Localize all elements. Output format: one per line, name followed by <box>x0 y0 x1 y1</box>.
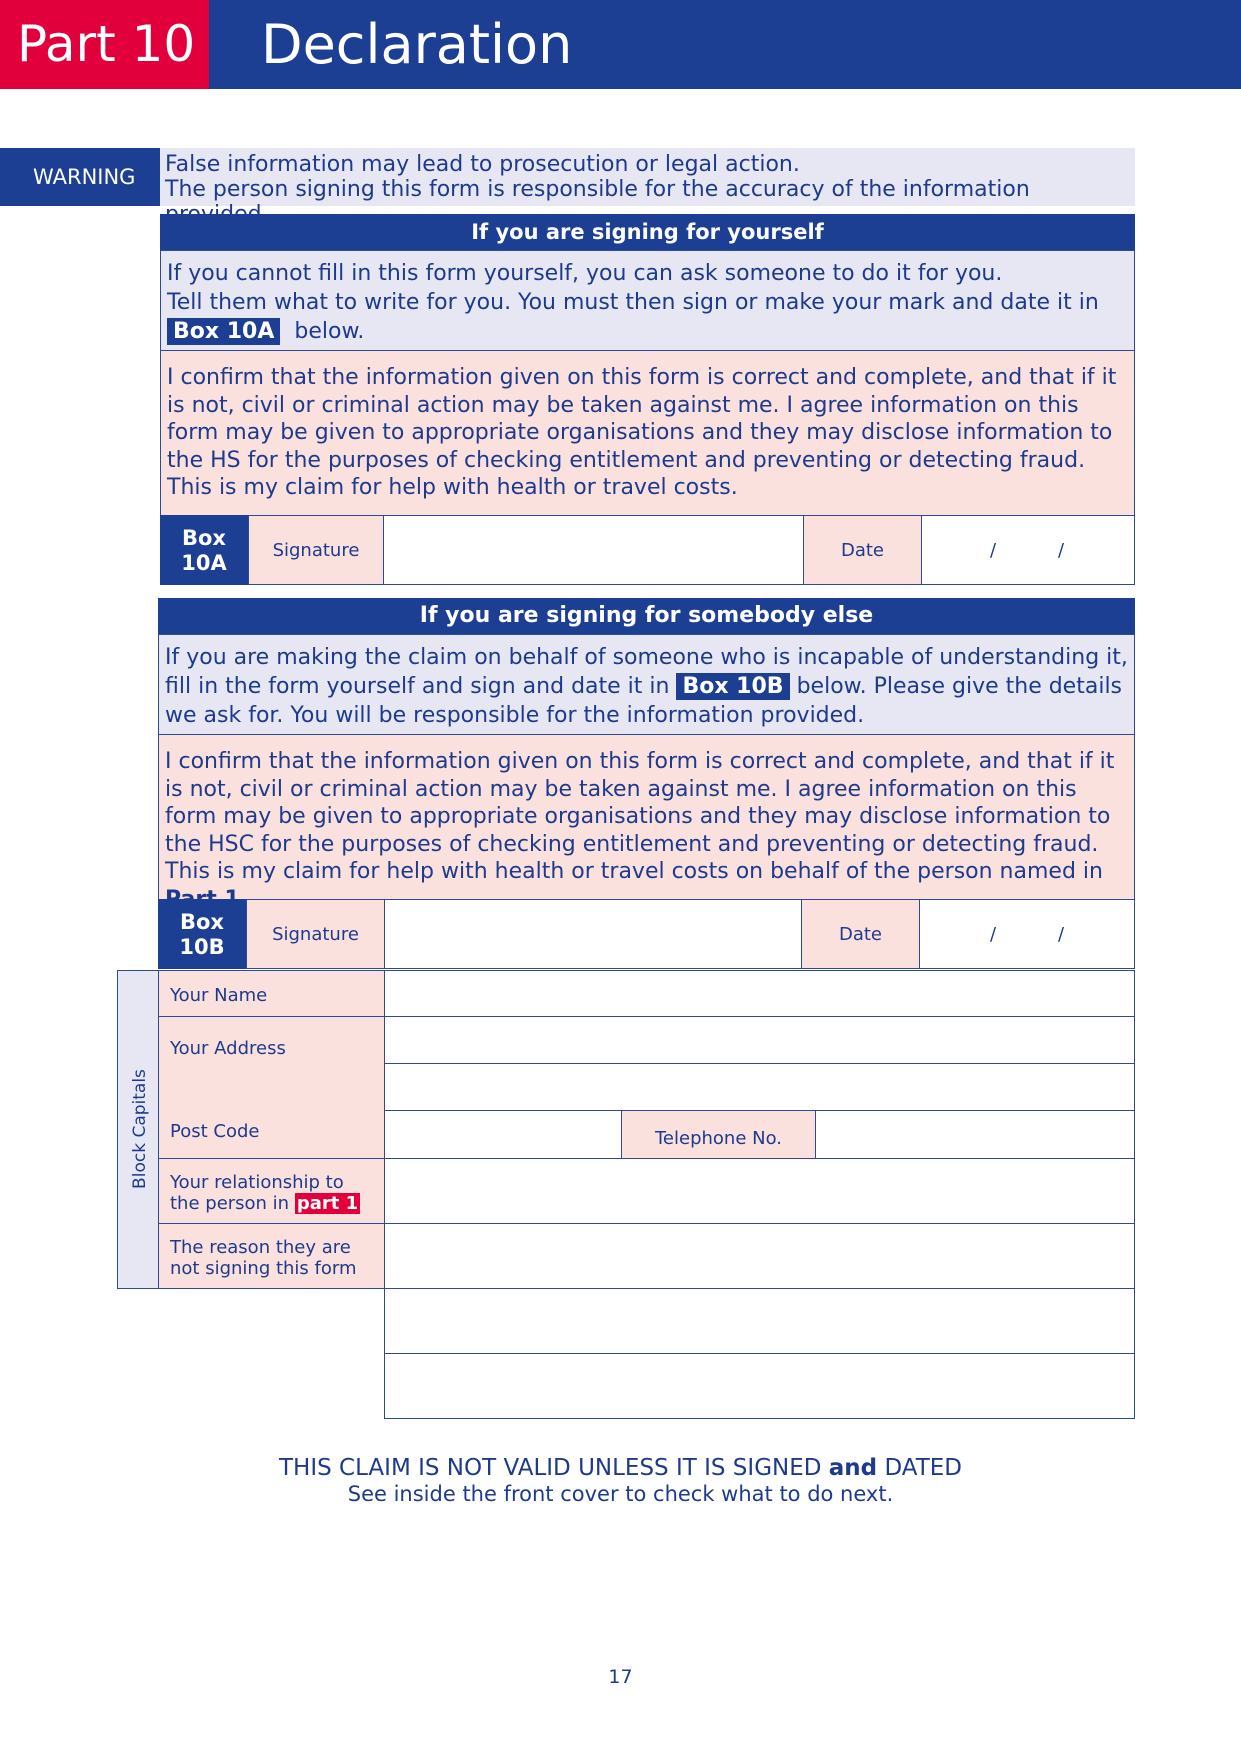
date-separator: / <box>990 540 997 561</box>
page-number: 17 <box>608 1666 633 1688</box>
relationship-field[interactable] <box>384 1158 1135 1224</box>
block-capitals-label: Block Capitals <box>130 1069 150 1189</box>
telephone-field[interactable] <box>815 1110 1135 1159</box>
other-section-heading: If you are signing for somebody else <box>158 598 1135 634</box>
other-instructions-line-2a: fill in the form yourself and sign and date it in <box>165 674 670 699</box>
self-date-field[interactable] <box>921 515 1135 585</box>
post-code-field[interactable] <box>384 1110 622 1159</box>
relationship-label-line-2 <box>170 1193 384 1214</box>
self-signature-field[interactable] <box>383 515 804 585</box>
self-confirmation: I confirm that the information given on this form is correct and complete, and that if it is not, civil or criminal action may be taken against me. I agree information on this form may be given to appropriate organisations and they may disclose information to the HS for the purposes of checking entitlement and preventing or detecting fraud. This is my claim for help with health or travel costs. <box>160 350 1135 516</box>
your-address-label: Your Address <box>170 1038 286 1059</box>
address-label-cell <box>158 1016 385 1159</box>
page-title: Declaration <box>209 0 1241 89</box>
other-instructions-line-2b: below. Please give the details <box>796 674 1123 699</box>
validity-notice-and: and <box>828 1455 878 1481</box>
other-signature-field[interactable] <box>384 899 802 969</box>
self-signature-label: Signature <box>248 515 384 585</box>
date-separator: / <box>1058 540 1065 561</box>
relationship-label-line-1: Your relationship to <box>170 1172 344 1193</box>
your-name-field[interactable] <box>384 970 1135 1017</box>
part-1-tag: part 1 <box>296 1193 359 1214</box>
reason-label-line-2: not signing this form <box>170 1258 357 1279</box>
other-instructions-line-2 <box>165 672 1128 701</box>
other-confirmation-text: I confirm that the information given on this form is correct and complete, and that if it is not, civil or criminal action may be taken against me. I agree information on this form may be given to appropriate organisations and they may disclose information to the HSC for the purposes of checking entitlement and preventing or detecting fraud. This is my claim for help with health or travel costs on behalf of the person named in <box>165 749 1115 884</box>
self-section-heading: If you are signing for yourself <box>160 214 1135 250</box>
self-instructions-line-1: If you cannot fill in this form yourself, you can ask someone to do it for you. <box>167 261 1003 286</box>
block-capitals-column <box>117 970 159 1289</box>
other-instructions-line-3: we ask for. You will be responsible for the information provided. <box>165 703 865 728</box>
validity-notice <box>0 1455 1241 1506</box>
other-instructions <box>158 634 1135 735</box>
your-name-label: Your Name <box>158 970 385 1017</box>
reason-field-line-2[interactable] <box>384 1288 1135 1354</box>
box-10b-label-line-1: Box <box>180 910 224 934</box>
warning-text <box>160 148 1135 206</box>
date-separator: / <box>1058 924 1065 945</box>
reason-label-line-1: The reason they are <box>170 1237 351 1258</box>
other-signature-label: Signature <box>246 899 385 969</box>
box-10a-label <box>160 515 248 585</box>
self-instructions <box>160 250 1135 351</box>
validity-notice-text: THIS CLAIM IS NOT VALID UNLESS IT IS SIGNED <box>278 1455 822 1481</box>
validity-notice-line-1 <box>0 1455 1241 1482</box>
warning-line-2: The person signing this form is responsible for the accuracy of the information <box>165 177 1030 202</box>
box-10a-label-line-1: Box <box>182 526 226 550</box>
part-number: Part 10 <box>0 0 209 89</box>
other-date-label: Date <box>801 899 920 969</box>
other-confirmation <box>158 734 1135 900</box>
post-code-label: Post Code <box>170 1121 260 1142</box>
warning-line-1: False information may lead to prosecution or legal action. <box>165 152 800 177</box>
reason-label <box>158 1223 385 1289</box>
reason-field-line-1[interactable] <box>384 1223 1135 1289</box>
self-date-label: Date <box>803 515 922 585</box>
relationship-label <box>158 1158 385 1224</box>
box-10b-tag: Box 10B <box>676 673 789 700</box>
address-field-line-1[interactable] <box>384 1016 1135 1064</box>
validity-notice-dated: DATED <box>884 1455 962 1481</box>
other-date-field[interactable] <box>919 899 1135 969</box>
box-10a-label-line-2: 10A <box>181 551 227 575</box>
reason-field-line-3[interactable] <box>384 1353 1135 1419</box>
relationship-label-text: the person in <box>170 1193 290 1214</box>
self-instructions-below: below. <box>294 319 365 344</box>
telephone-label: Telephone No. <box>621 1110 816 1159</box>
warning-label: WARNING <box>0 148 160 206</box>
date-separator: / <box>990 924 997 945</box>
box-10b-label-line-2: 10B <box>179 935 225 959</box>
self-instructions-line-2: Tell them what to write for you. You must then sign or make your mark and date it in <box>167 290 1099 315</box>
self-instructions-line-3 <box>167 317 1128 346</box>
validity-notice-line-2: See inside the front cover to check what to do next. <box>347 1482 894 1506</box>
other-instructions-line-1: If you are making the claim on behalf of someone who is incapable of understanding it, <box>165 645 1128 670</box>
box-10a-tag: Box 10A <box>167 318 280 345</box>
box-10b-label <box>158 899 246 969</box>
address-field-line-2[interactable] <box>384 1063 1135 1111</box>
